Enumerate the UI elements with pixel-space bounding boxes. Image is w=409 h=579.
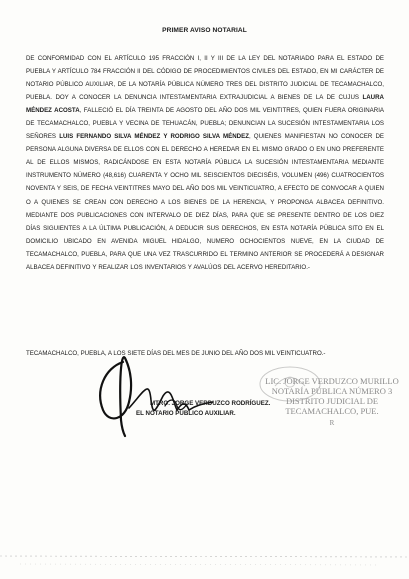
seal-line-4: TECAMACHALCO, PUE. bbox=[285, 406, 379, 416]
claimant-names: LUIS FERNANDO SILVA MÉNDEZ Y RODRIGO SILVA MÉNDEZ bbox=[59, 133, 249, 141]
seal-line-2: NOTARÍA PÚBLICA NÚMERO 3 bbox=[271, 386, 393, 396]
body-part-3: , QUIENES MANIFIESTAN NO CONOCER DE PERSONA ALGUNA DIVERSA DE ELLOS CON EL DERECHO A HEREDAR EN EL MISMO GRADO O EN UNO PREFERENTE AL DE ELLOS MISMOS, RADICÁNDOSE EN ESTA NOTARÍA PÚBLICA LA SUCESIÓN INTESTAMENTARIA MEDIANTE INSTRUMENTO NÚMERO (48,616) CUARENTA Y OCHO MIL SEISCIENTOS DIECISÉIS, VOLUMEN (496) CUATROCIENTOS NOVENTA Y SEIS, DE FECHA VEINTITRES MAYO DEL AÑO DOS MIL VEINTICUATRO, A EFECTO DE CONVOCAR A QUIEN O A QUIENES SE CREAN CON DERECHO A LOS BIENES DE LA HERENCIA, Y PROPONGA ALBACEA DEFINITIVO. MEDIANTE DOS PUBLICACIONES CON INTERVALO DE DIEZ DÍAS, PARA QUE SE PRESENTE DENTRO DE LOS DIEZ DÍAS SIGUIENTES A LA ÚLTIMA PUBLICACIÓN, A DEDUCIR SUS DERECHOS, EN ESTA NOTARÍA PÚBLICA SITO EN EL DOMICILIO UBICADO EN AVENIDA MIGUEL HIDALGO, NUMERO OCHOCIENTOS NUEVE, EN LA CIUDAD DE TECAMACHALCO, PUEBLA, PARA QUE UNA VEZ TRASCURRIDO EL TERMINO ANTERIOR SE PROCEDERÁ A DESIGNAR ALBACEA DEFINITIVO Y REALIZAR LOS INVENTARIOS Y AVALÚOS DEL ACERVO HEREDITARIO.- bbox=[26, 133, 384, 271]
body-part-1: DE CONFORMIDAD CON EL ARTÍCULO 195 FRACCIÓN I, II Y III DE LA LEY DEL NOTARIADO PARA EL ESTADO DE PUEBLA Y ARTÍCULO 784 FRACCIÓN II DEL CÓDIGO DE PROCEDIMIENTOS CIVILES DEL ESTADO, EN MI CARÁCTER DE NOTARIO PÚBLICO AUXILIAR, DE LA NOTARÍA PÚBLICA NÚMERO TRES DEL DISTRITO JUDICIAL DE TECAMACHALCO, PUEBLA. DOY A CONOCER LA DENUNCIA INTESTAMENTARIA EXTRAJUDICIAL A BIENES DE LA DE CUJUS bbox=[26, 55, 384, 102]
signer-role: EL NOTARIO PÚBLICO AUXILIAR. bbox=[136, 410, 236, 417]
body-part-2: , FALLECIÓ EL DÍA TREINTA DE AGOSTO DEL AÑO DOS MIL VEINTITRES, QUIEN FUERA ORIGINARIA DE TECAMACHALCO, PUEBLA Y VECINA DE TEHUACÁN, PUEBLA; DENUNCIAN LA SUCESIÓN INTESTAMENTARIA LOS SEÑORES bbox=[26, 107, 384, 141]
seal-mark-letter: R bbox=[329, 419, 335, 427]
seal-line-3: DISTRITO JUDICIAL DE bbox=[285, 396, 379, 406]
deceased-name: LAURA MÉNDEZ ACOSTA bbox=[26, 94, 384, 115]
handwritten-signature bbox=[85, 350, 245, 440]
notice-body bbox=[26, 52, 384, 274]
signer-name: MTRO. JORGE VERDUZCO RODRÍGUEZ. bbox=[150, 400, 271, 407]
seal-line-1: LIC. JORGE VERDUZCO MURILLO bbox=[265, 376, 399, 386]
scan-noise bbox=[0, 540, 409, 579]
document-title: PRIMER AVISO NOTARIAL bbox=[162, 27, 247, 34]
closing-date-line: TECAMACHALCO, PUEBLA, A LOS SIETE DÍAS DEL MES DE JUNIO DEL AÑO DOS MIL VEINTICUATRO.- bbox=[26, 350, 326, 357]
